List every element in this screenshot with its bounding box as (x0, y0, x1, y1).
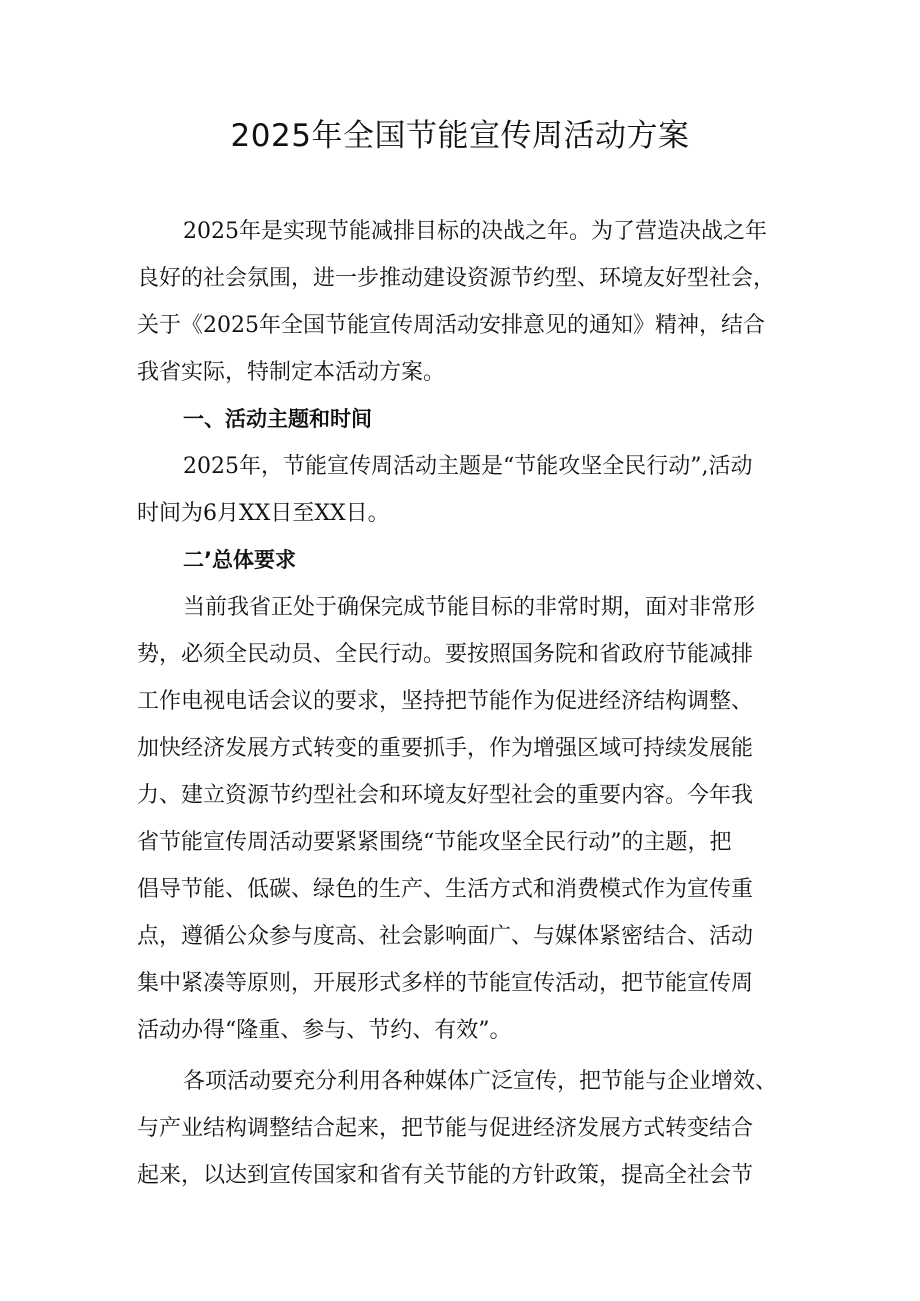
text-line: 势，必须全民动员、全民行动。要按照国务院和省政府节能减排 (137, 642, 754, 667)
document-body (137, 208, 797, 1199)
text-line: 加快经济发展方式转变的重要抓手，作为增强区域可持续发展能 (137, 736, 754, 761)
text-line: 各项活动要充分利用各种媒体广泛宣传，把节能与企业增效、 (183, 1069, 778, 1094)
text-line: 省节能宣传周活动要紧紧围绕“节能攻坚全民行动”的主题，把 (137, 830, 732, 855)
section-heading-1: 一、活动主题和时间 (183, 407, 372, 431)
document-title: 2025年全国节能宣传周活动方案 (230, 118, 690, 154)
text-line: 关于《2025年全国节能宣传周活动安排意见的通知》精神，结合 (137, 313, 765, 338)
text-line: 点，遵循公众参与度高、社会影响面广、与媒体紧密结合、活动 (137, 924, 754, 949)
text-line: 我省实际，特制定本活动方案。 (137, 360, 446, 385)
text-line: 工作电视电话会议的要求，坚持把节能作为促进经济结构调整、 (137, 689, 754, 714)
text-line: 活动办得“隆重、参与、节约、有效”。 (137, 1018, 512, 1043)
text-line: 倡导节能、低碳、绿色的生产、生活方式和消费模式作为宣传重 (137, 877, 754, 902)
theme-paragraph (137, 443, 797, 537)
section-heading-2: 二’总体要求 (183, 548, 296, 572)
text-line: 集中紧凑等原则，开展形式多样的节能宣传活动，把节能宣传周 (137, 971, 754, 996)
text-line: 与产业结构调整结合起来，把节能与促进经济发展方式转变结合 (137, 1116, 754, 1141)
text-line: 当前我省正处于确保完成节能目标的非常时期，面对非常形 (183, 595, 756, 620)
text-line: 时间为6月XX日至XX日。 (137, 501, 390, 526)
text-line: 2025年是实现节能减排目标的决战之年。为了营造决战之年 (183, 219, 767, 244)
text-line: 良好的社会氛围，进一步推动建设资源节约型、环境友好型社会， (137, 266, 776, 291)
text-line: 2025年，节能宣传周活动主题是“节能攻坚全民行动”,活动 (183, 454, 753, 479)
activities-paragraph (137, 1058, 797, 1199)
text-line: 起来，以达到宣传国家和省有关节能的方针政策，提高全社会节 (137, 1163, 754, 1188)
requirements-paragraph (137, 584, 797, 1054)
text-line: 力、建立资源节约型社会和环境友好型社会的重要内容。今年我 (137, 783, 754, 808)
intro-paragraph (137, 208, 797, 396)
